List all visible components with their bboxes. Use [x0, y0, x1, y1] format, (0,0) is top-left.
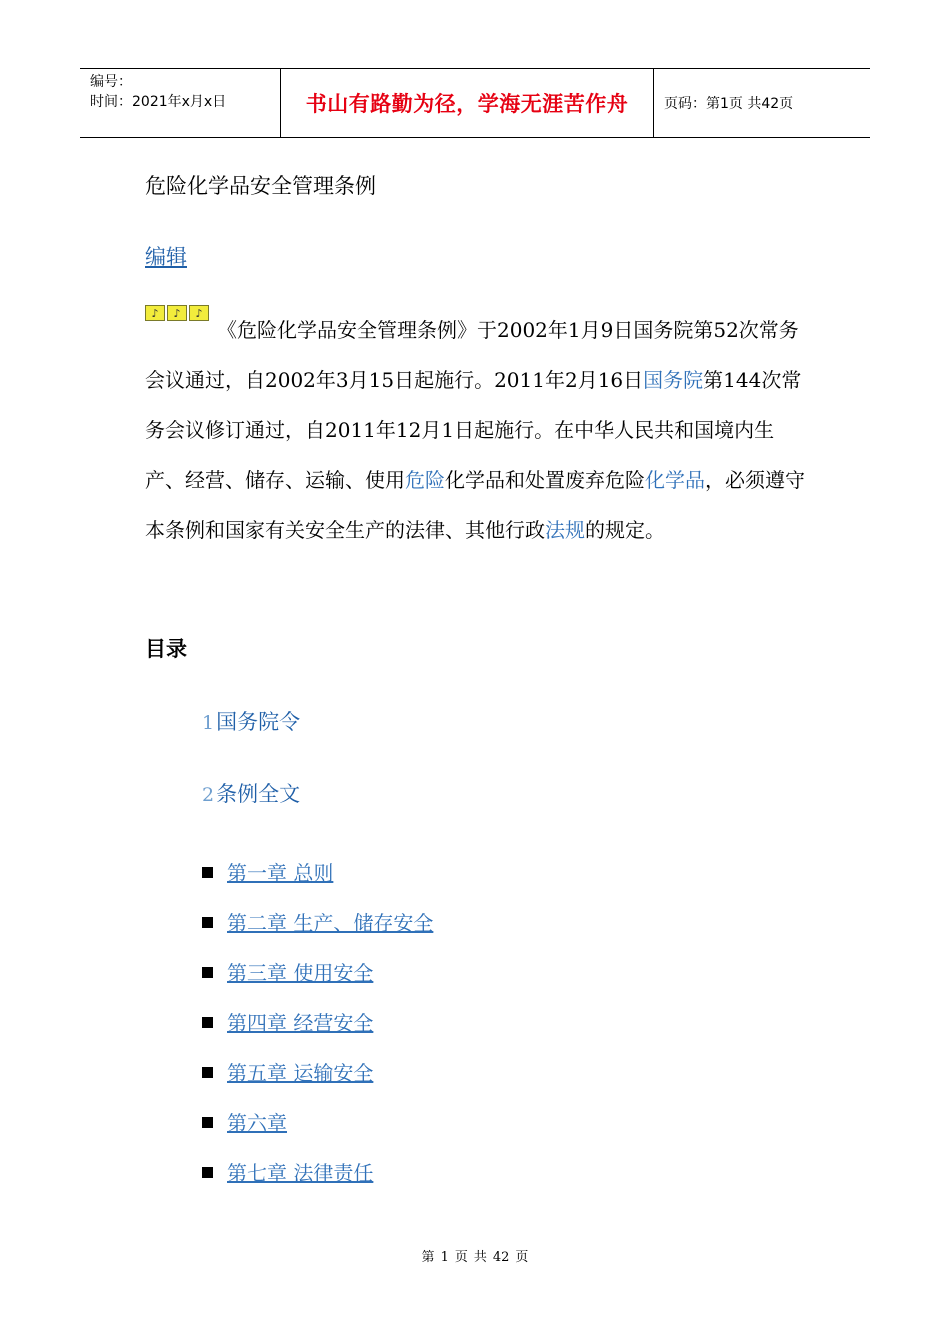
toc-title: 目录: [145, 637, 187, 661]
link-danger[interactable]: 危险: [405, 468, 445, 492]
audio-icon[interactable]: ♪: [167, 305, 187, 321]
list-item: [202, 1046, 433, 1096]
audio-icon[interactable]: ♪: [145, 305, 165, 321]
chapter-link[interactable]: 第四章 经营安全: [227, 1010, 374, 1035]
bullet-icon: [202, 917, 213, 928]
bullet-icon: [202, 1017, 213, 1028]
page-header: [80, 68, 870, 138]
header-left-cell: [80, 69, 280, 137]
page-info: 页码：第1页 共42页: [664, 96, 794, 112]
list-item: [202, 896, 433, 946]
link-regulations[interactable]: 法规: [545, 518, 585, 542]
bullet-icon: [202, 1117, 213, 1128]
chapter-link[interactable]: 第二章 生产、储存安全: [227, 910, 434, 935]
footer-text: 第: [421, 1250, 435, 1265]
audio-icon[interactable]: ♪: [189, 305, 209, 321]
header-page-cell: [654, 69, 870, 137]
motto-text: 书山有路勤为径，学海无涯苦作舟: [305, 91, 629, 116]
list-item: [202, 946, 433, 996]
footer-text: 页: [454, 1250, 468, 1265]
para-text: 《危险化学品安全管理条例》于2002年1月9日国务院第52次常务会议通过，自2002年3月15日起施行。2011年2月16日: [145, 318, 799, 392]
page-title: 危险化学品安全管理条例: [145, 174, 376, 198]
bullet-icon: [202, 1067, 213, 1078]
list-item: [202, 996, 433, 1046]
edit-link[interactable]: 编辑: [145, 245, 187, 269]
link-chemicals[interactable]: 化学品: [645, 468, 705, 492]
chapter-link[interactable]: 第七章 法律责任: [227, 1160, 374, 1185]
footer-text: 共: [473, 1250, 487, 1265]
para-text: 化学品和处置废弃危险: [445, 468, 645, 492]
para-text: ，必须遵守本条例和国家有关安全生产的法律、其他行政: [145, 468, 805, 542]
intro-paragraph: [145, 305, 810, 555]
para-text: 的规定。: [585, 518, 665, 542]
footer-text: 1: [440, 1250, 449, 1265]
chapter-link[interactable]: 第三章 使用安全: [227, 960, 374, 985]
chapter-link[interactable]: 第一章 总则: [227, 860, 334, 885]
bullet-icon: [202, 1167, 213, 1178]
list-item: [202, 1146, 433, 1196]
bullet-icon: [202, 967, 213, 978]
number-label: 编号：: [90, 74, 132, 90]
para-text: 第144次常务会议修订通过，自2011年12月1日起施行。在中华人民共和国境内生产、经营、储存、运输、使用: [145, 368, 802, 492]
toc-item-decree[interactable]: [202, 706, 300, 736]
list-item: [202, 1096, 433, 1146]
list-item: [202, 846, 433, 896]
toc-item-label: 国务院令: [216, 710, 301, 734]
toc-item-label: 条例全文: [216, 782, 301, 806]
link-state-council[interactable]: 国务院: [643, 368, 704, 392]
chapter-link[interactable]: 第六章: [227, 1110, 287, 1135]
bullet-icon: [202, 867, 213, 878]
footer-text: 42: [492, 1250, 510, 1265]
toc-item-full-text[interactable]: [202, 778, 300, 808]
toc-item-number: 2: [202, 784, 215, 806]
chapter-list: [202, 846, 433, 1196]
time-label: 时间：2021年x月x日: [90, 94, 227, 110]
page-footer: [0, 1246, 950, 1265]
chapter-link[interactable]: 第五章 运输安全: [227, 1060, 374, 1085]
header-motto-cell: [280, 69, 654, 137]
toc-item-number: 1: [202, 712, 215, 734]
footer-text: 页: [515, 1250, 529, 1265]
